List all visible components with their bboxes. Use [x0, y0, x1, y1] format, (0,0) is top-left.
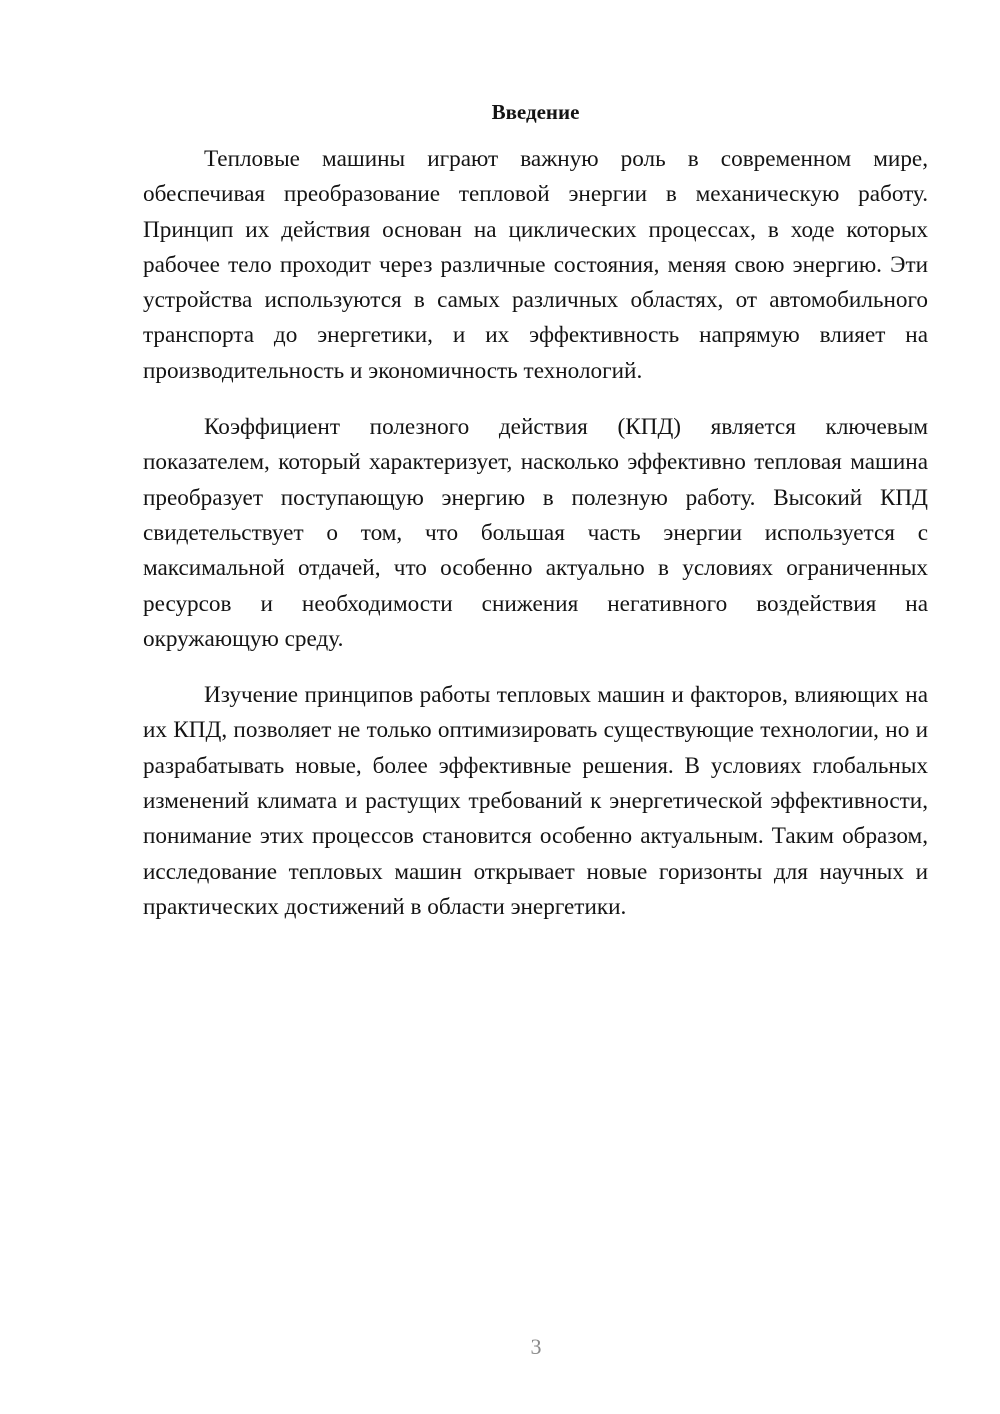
- paragraph-3: Изучение принципов работы тепловых машин и факторов, влияющих на их КПД, позволяет не только оптимизировать существующие технологии, но и разрабатывать новые, более эффективные решения. В условиях глобальных изменений климата и растущих требований к энергетической эффективности, понимание этих процессов становится особенно актуальным. Таким образом, исследование тепловых машин открывает новые горизонты для научных и практических достижений в области энергетики.: [143, 682, 928, 920]
- page-number: 3: [530, 1334, 542, 1359]
- body-text: [143, 142, 928, 946]
- paragraph-1: Тепловые машины играют важную роль в современном мире, обеспечивая преобразование тепловой энергии в механическую работу. Принцип их действия основан на циклических процессах, в ходе которых рабочее тело проходит через различные состояния, меняя свою энергию. Эти устройства используются в самых различных областях, от автомобильного транспорта до энергетики, и их эффективность напрямую влияет на производительность и экономичность технологий.: [143, 146, 928, 384]
- paragraph-2: Коэффициент полезного действия (КПД) является ключевым показателем, который характеризует, насколько эффективно тепловая машина преобразует поступающую энергию в полезную работу. Высокий КПД свидетельствует о том, что большая часть энергии используется с максимальной отдачей, что особенно актуально в условиях ограниченных ресурсов и необходимости снижения негативного воздействия на окружающую среду.: [143, 414, 928, 652]
- section-title: Введение: [491, 100, 580, 124]
